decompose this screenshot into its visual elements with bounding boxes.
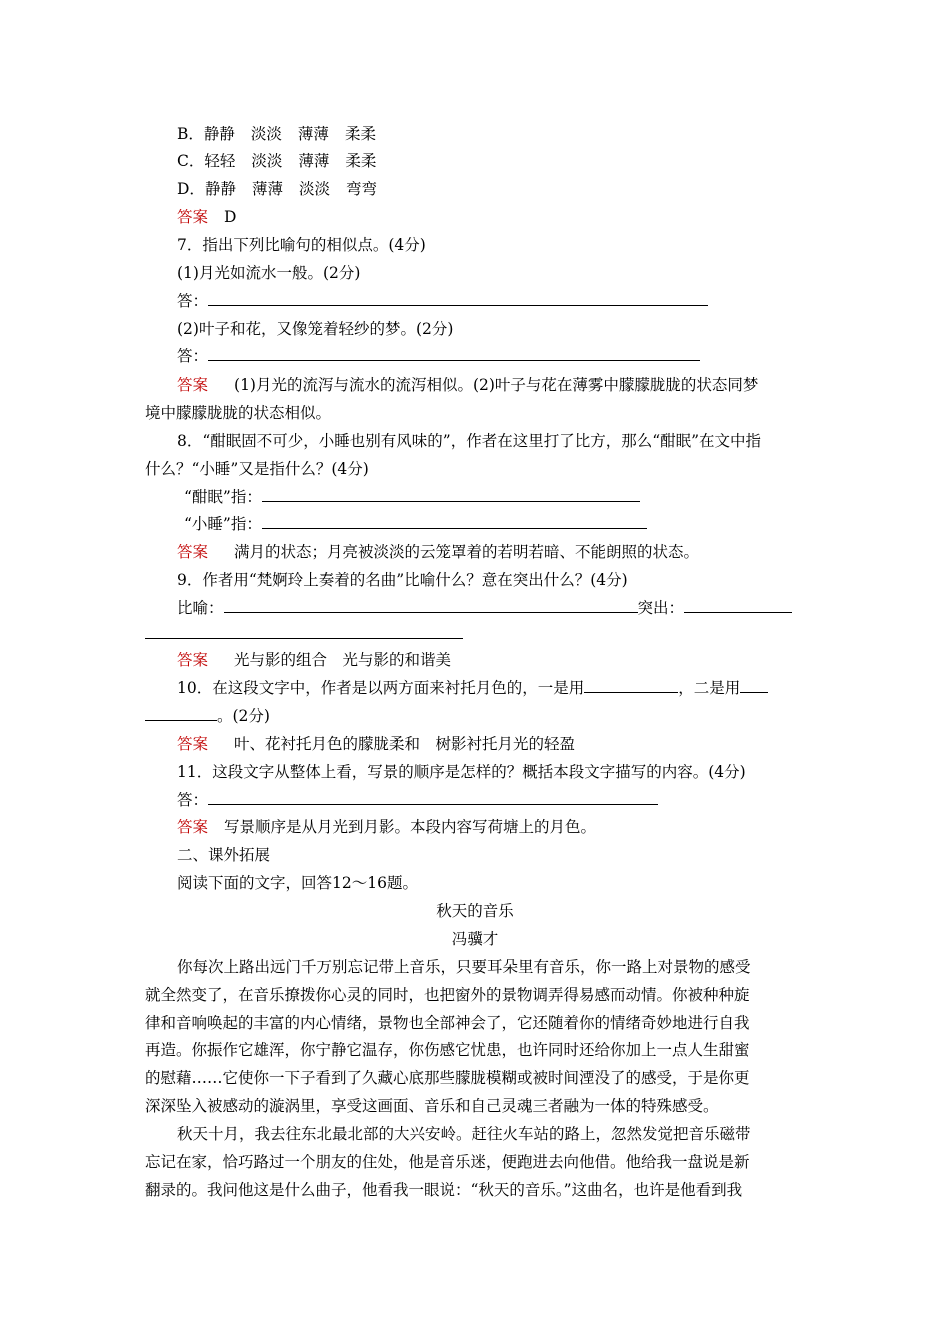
option-b: B．静静 淡淡 薄薄 柔柔 xyxy=(177,125,376,143)
q8-blank-1: “酣眠”指： xyxy=(184,487,640,507)
answer-blank[interactable] xyxy=(740,678,768,693)
q8-stem-1: 8．“酣眠固不可少，小睡也别有风味的”，作者在这里打了比方，那么“酣眠”在文中指 xyxy=(177,432,762,450)
article-paragraph-line: 你每次上路出远门千万别忘记带上音乐，只要耳朵里有音乐，你一路上对景物的感受 xyxy=(177,958,751,976)
q11-blank: 答： xyxy=(177,790,658,810)
q7-answer-cont: 境中朦朦胧胧的状态相似。 xyxy=(145,404,332,422)
answer-blank[interactable] xyxy=(208,346,700,361)
article-paragraph-line: 深深坠入被感动的漩涡里，享受这画面、音乐和自己灵魂三者融为一体的特殊感受。 xyxy=(145,1097,719,1115)
q10-stem-cont: 。(2分) xyxy=(145,706,270,726)
option-d: D．静静 薄薄 淡淡 弯弯 xyxy=(177,180,377,198)
answer-label: 答案 xyxy=(177,651,209,669)
q10-stem: 10．在这段文字中，作者是以两方面来衬托月色的，一是用 ，二是用 xyxy=(177,678,768,698)
article-paragraph-line: 的慰藉……它使你一下子看到了久藏心底那些朦胧模糊或被时间湮没了的感受，于是你更 xyxy=(145,1069,750,1087)
answer-blank[interactable] xyxy=(208,790,658,805)
section-intro: 阅读下面的文字，回答12～16题。 xyxy=(177,874,418,892)
answer-label: 答案 xyxy=(177,208,209,226)
article-paragraph-line: 就全然变了，在音乐撩拨你心灵的同时，也把窗外的景物调弄得易感而动情。你被种种旋 xyxy=(145,986,750,1004)
q7-answer-line-2: 答： xyxy=(177,346,700,366)
q10-answer: 答案 叶、花衬托月色的朦胧柔和 树影衬托月光的轻盈 xyxy=(177,735,576,753)
answer-blank[interactable] xyxy=(684,598,792,613)
q7-sub1: (1)月光如流水一般。(2分) xyxy=(177,264,361,282)
option-c: C．轻轻 淡淡 薄薄 柔柔 xyxy=(177,152,377,170)
q6-answer: 答案 D xyxy=(177,208,237,226)
answer-blank[interactable] xyxy=(145,706,217,721)
article-paragraph-line: 翻录的。我问他这是什么曲子，他看我一眼说：“秋天的音乐。”这曲名，也许是他看到我 xyxy=(145,1181,743,1199)
q8-blank-2: “小睡”指： xyxy=(184,514,647,534)
q8-answer: 答案 满月的状态；月亮被淡淡的云笼罩着的若明若暗、不能朗照的状态。 xyxy=(177,543,700,561)
q9-blank-cont xyxy=(145,624,463,644)
answer-blank[interactable] xyxy=(584,678,678,693)
article-paragraph-line: 再造。你振作它雄浑，你宁静它温存，你伤感它忧患，也许同时还给你加上一点人生甜蜜 xyxy=(145,1041,750,1059)
q7-answer-line-1: 答： xyxy=(177,291,708,311)
answer-label: 答案 xyxy=(177,376,209,394)
answer-blank[interactable] xyxy=(262,514,647,529)
article-author: 冯骥才 xyxy=(451,930,499,948)
q9-stem: 9．作者用“梵婀玲上奏着的名曲”比喻什么？意在突出什么？(4分) xyxy=(177,571,628,589)
answer-blank[interactable] xyxy=(145,624,463,639)
q7-sub2: (2)叶子和花，又像笼着轻纱的梦。(2分) xyxy=(177,320,454,338)
answer-label: 答案 xyxy=(177,818,209,836)
article-paragraph-line: 律和音响唤起的丰富的内心情绪，景物也全部神会了，它还随着你的情绪奇妙地进行自我 xyxy=(145,1014,750,1032)
q8-stem-2: 什么？“小睡”又是指什么？(4分) xyxy=(145,460,369,478)
q9-answer: 答案 光与影的组合 光与影的和谐美 xyxy=(177,651,452,669)
answer-label: 答案 xyxy=(177,543,209,561)
article-paragraph-line: 秋天十月，我去往东北最北部的大兴安岭。赶往火车站的路上，忽然发觉把音乐磁带 xyxy=(177,1125,751,1143)
answer-label: 答案 xyxy=(177,735,209,753)
answer-blank[interactable] xyxy=(262,487,640,502)
q7-stem: 7．指出下列比喻句的相似点。(4分) xyxy=(177,236,426,254)
answer-blank[interactable] xyxy=(224,598,638,613)
q7-answer: 答案 (1)月光的流泻与流水的流泻相似。(2)叶子与花在薄雾中朦朦胧胧的状态同梦 xyxy=(177,376,759,394)
q11-stem: 11．这段文字从整体上看，写景的顺序是怎样的？概括本段文字描写的内容。(4分) xyxy=(177,763,746,781)
answer-blank[interactable] xyxy=(208,291,708,306)
q11-answer: 答案 写景顺序是从月光到月影。本段内容写荷塘上的月色。 xyxy=(177,818,597,836)
article-paragraph-line: 忘记在家，恰巧路过一个朋友的住处，他是音乐迷，便跑进去向他借。他给我一盘说是新 xyxy=(145,1153,750,1171)
article-title: 秋天的音乐 xyxy=(436,902,514,920)
q9-blanks: 比喻： 突出： xyxy=(177,598,792,618)
section-title: 二、课外拓展 xyxy=(177,846,271,864)
